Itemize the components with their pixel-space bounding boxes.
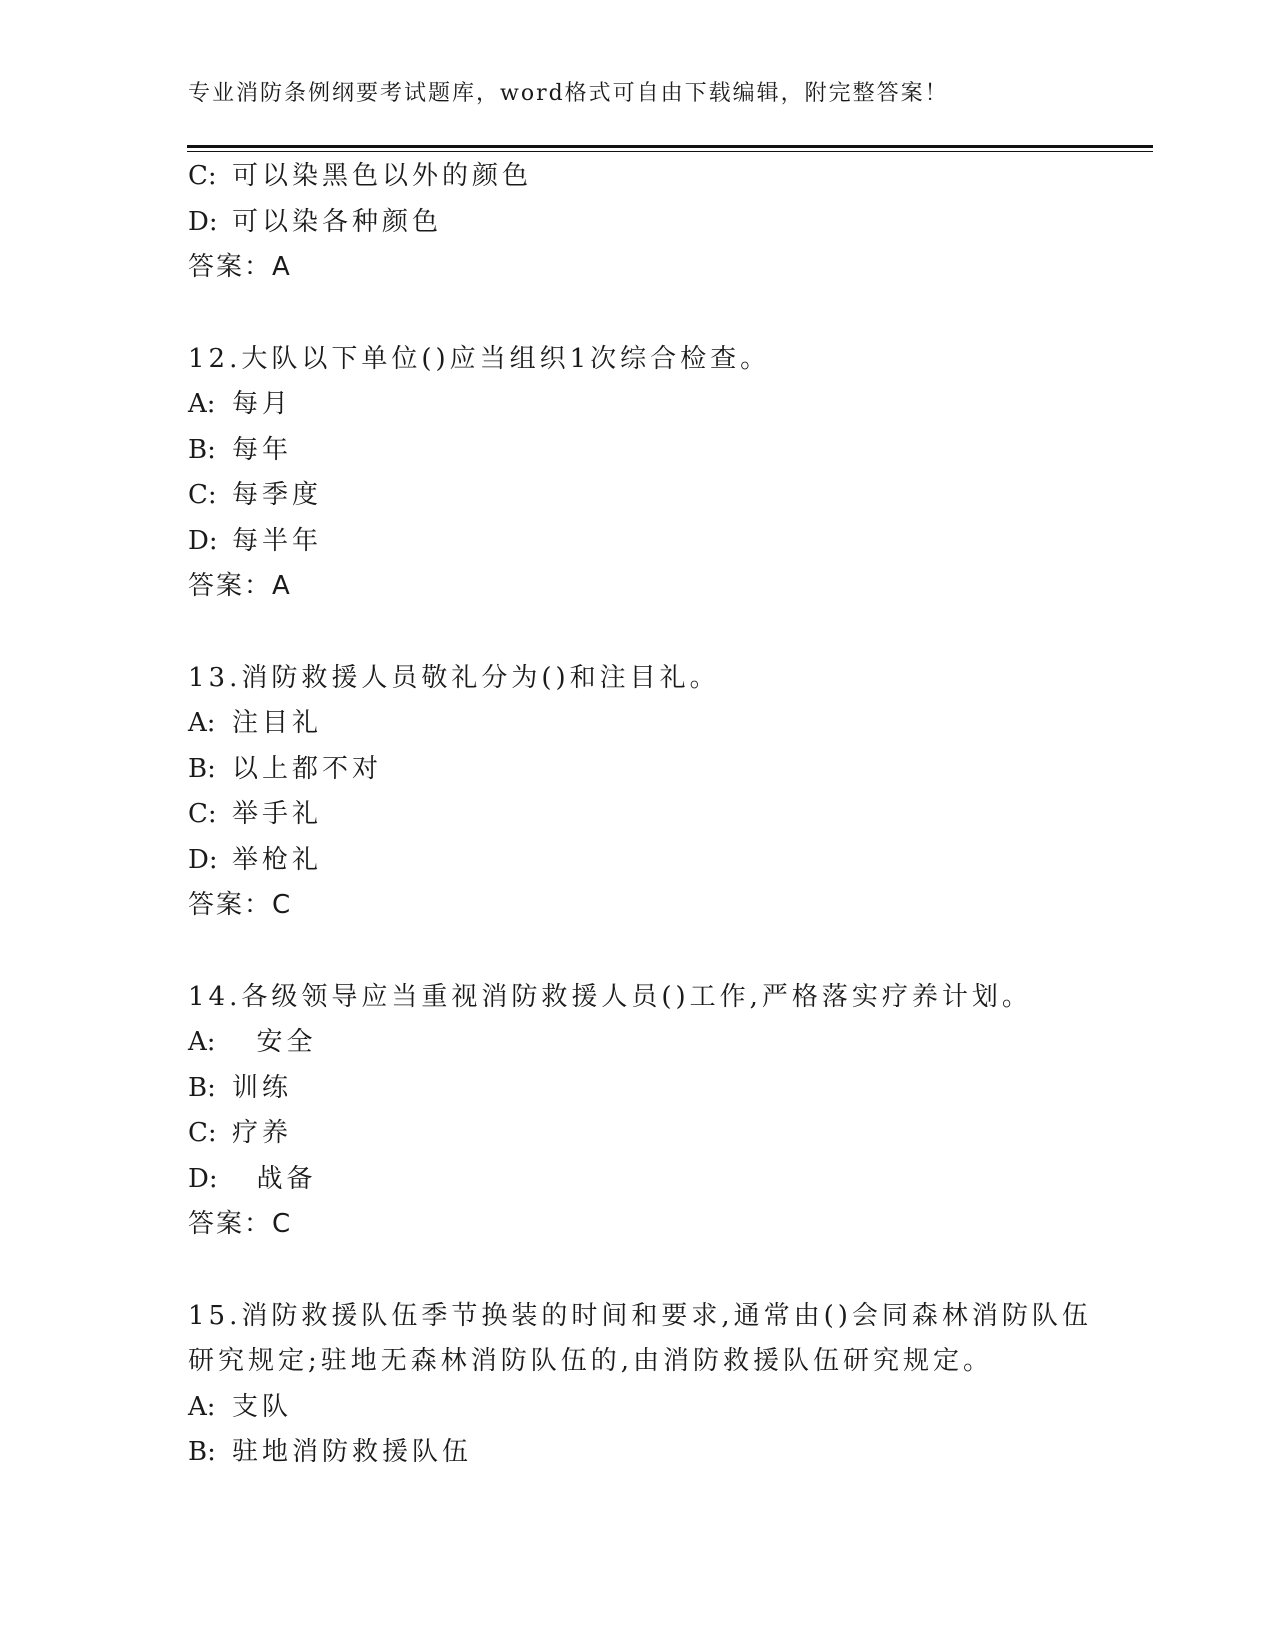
option-row (188, 519, 1088, 565)
option-label: A: (188, 708, 216, 738)
option-text: 举枪礼 (232, 844, 323, 875)
option-text: 训练 (232, 1072, 293, 1103)
option-label: D: (188, 844, 218, 875)
option-label: D: (188, 525, 218, 556)
option-text: 每半年 (232, 525, 323, 556)
option-label: B: (188, 434, 216, 465)
option-row (188, 1385, 1088, 1431)
option-row (188, 382, 1088, 428)
question-stem-continued: 研究规定;驻地无森林消防队伍的,由消防救援队伍研究规定。 (188, 1346, 994, 1376)
option-row (188, 838, 1088, 884)
answer-line: 答案：A (188, 252, 292, 282)
option-text: 支队 (232, 1391, 293, 1422)
option-row (188, 1430, 1088, 1476)
option-text: 注目礼 (232, 708, 323, 738)
option-label: D: (188, 1163, 218, 1194)
option-row (188, 1157, 1088, 1203)
option-text: 举手礼 (232, 799, 323, 829)
option-row (188, 1020, 1088, 1066)
option-row (188, 1066, 1088, 1112)
option-row (188, 1111, 1088, 1157)
option-label: B: (188, 753, 216, 784)
option-label: C: (188, 799, 217, 829)
answer-line: 答案：A (188, 571, 292, 601)
question-stem: 15.消防救援队伍季节换装的时间和要求,通常由()会同森林消防队伍 (188, 1300, 1092, 1331)
page-header: 专业消防条例纲要考试题库，word格式可自由下载编辑，附完整答案！ (188, 81, 949, 106)
option-row (188, 792, 1088, 838)
question-stem: 12.大队以下单位()应当组织1次综合检查。 (188, 343, 771, 374)
option-label: B: (188, 1072, 216, 1103)
option-label: A: (188, 1391, 216, 1422)
option-row (188, 473, 1088, 519)
option-row (188, 701, 1088, 747)
option-row (188, 200, 1088, 246)
option-text: 每月 (232, 389, 293, 419)
option-text: 疗养 (232, 1118, 293, 1148)
question-stem: 13.消防救援人员敬礼分为()和注目礼。 (188, 662, 720, 693)
option-label: C: (188, 1118, 217, 1148)
option-text: 战备 (232, 1163, 317, 1194)
question-content (188, 154, 1092, 1476)
header-rule-thin (187, 151, 1153, 152)
option-text: 可以染黑色以外的颜色 (232, 161, 533, 191)
option-text: 驻地消防救援队伍 (232, 1437, 473, 1467)
option-text: 每季度 (232, 480, 323, 510)
option-label: B: (188, 1437, 216, 1467)
option-label: C: (188, 480, 217, 510)
option-text: 可以染各种颜色 (232, 206, 443, 237)
option-label: C: (188, 161, 217, 191)
option-label: A: (188, 1027, 216, 1057)
option-row (188, 154, 1088, 200)
answer-line: 答案：C (188, 890, 293, 920)
question-stem: 14.各级领导应当重视消防救援人员()工作,严格落实疗养计划。 (188, 981, 1032, 1012)
option-text: 安全 (232, 1027, 317, 1057)
option-row (188, 747, 1088, 793)
answer-line: 答案：C (188, 1209, 293, 1239)
option-text: 每年 (232, 434, 293, 465)
option-text: 以上都不对 (232, 753, 383, 784)
header-rule-thick (187, 145, 1153, 148)
option-label: A: (188, 389, 216, 419)
option-label: D: (188, 206, 218, 237)
option-row (188, 428, 1088, 474)
